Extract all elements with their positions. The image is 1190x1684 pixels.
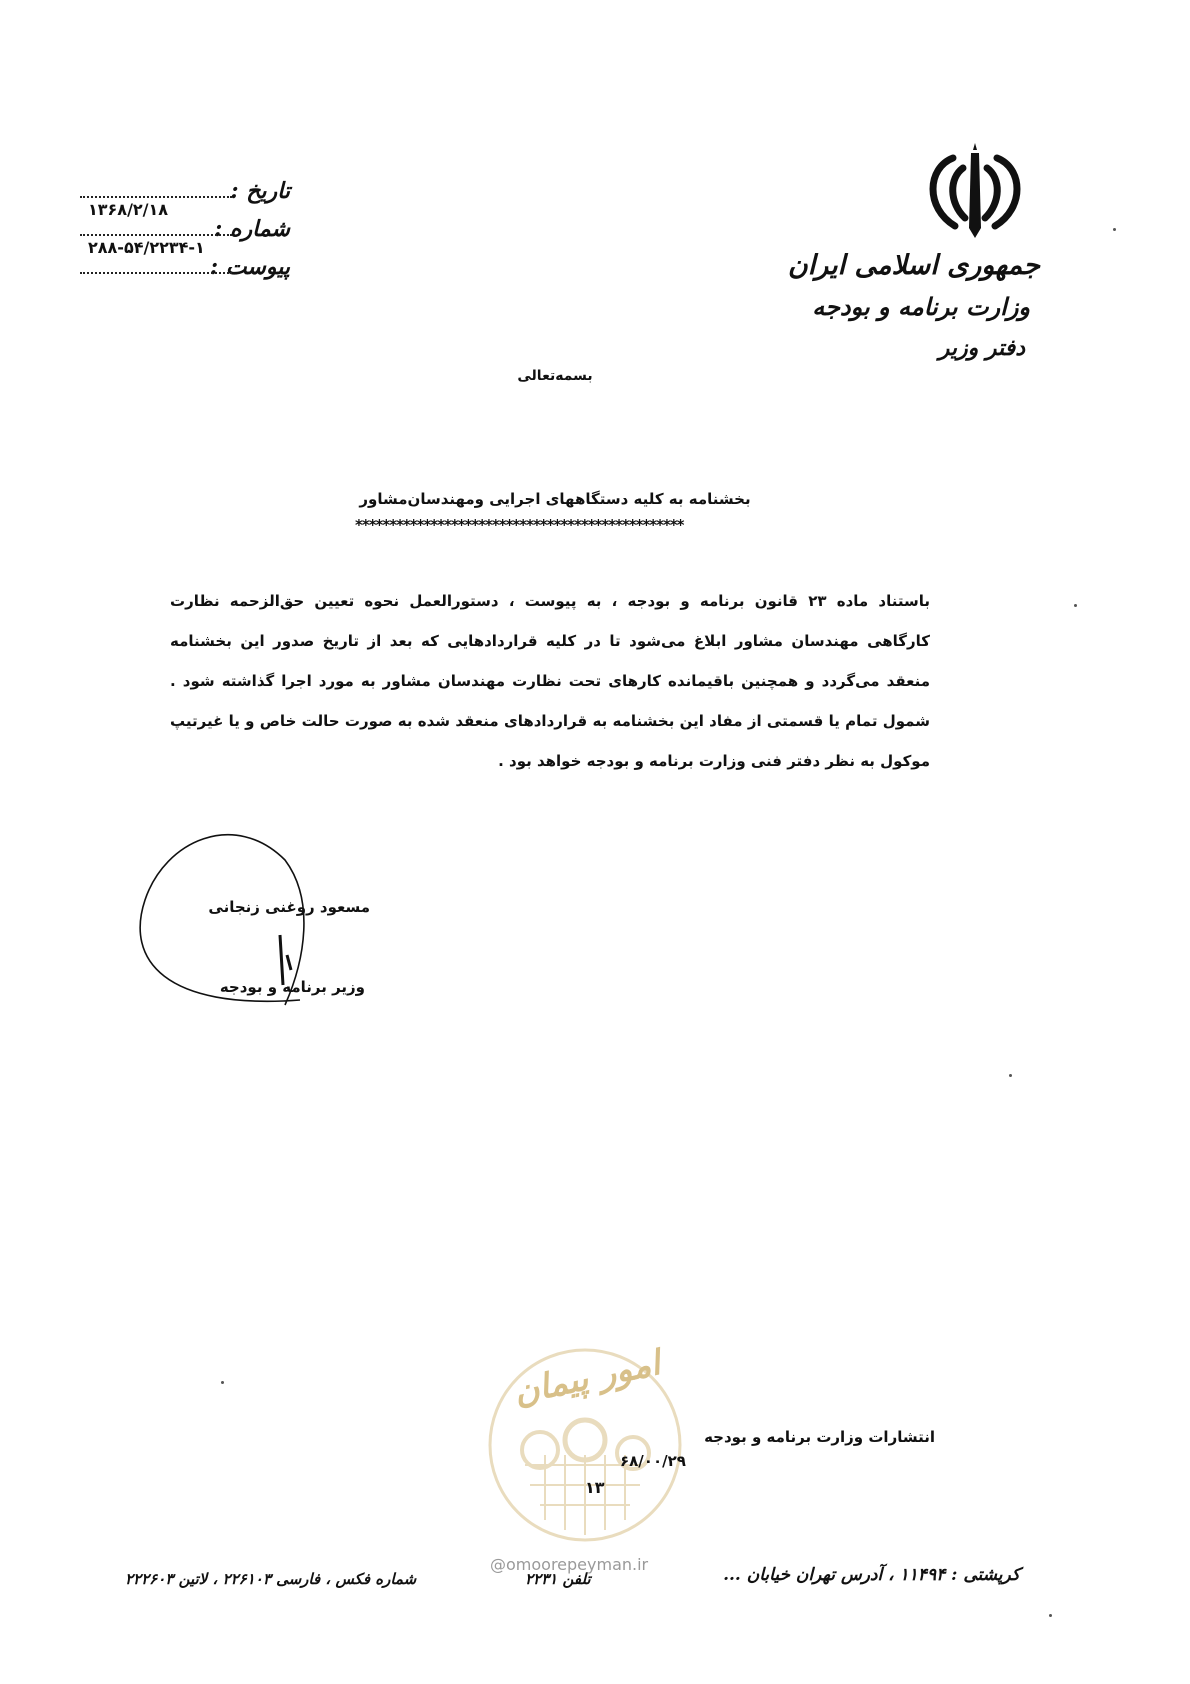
scan-speck (221, 1381, 224, 1384)
invocation-heading: بسمه‌تعالی (517, 368, 593, 384)
footer-fax: شماره فکس ، فارسی ۲۲۶۱۰۳ ، لاتین ۲۲۲۶۰۳ (125, 1570, 417, 1588)
signer-title: وزیر برنامه و بودجه (219, 978, 365, 996)
date-field (80, 178, 290, 219)
date-label: تاریخ : (230, 178, 290, 204)
org-name-line2: وزارت برنامه و بودجه (812, 292, 1030, 321)
dotted-line (80, 196, 232, 198)
org-name-line1: جمهوری اسلامی ایران (787, 250, 1040, 281)
stamp-text: امور پیمان (510, 1343, 664, 1413)
scan-speck (1074, 604, 1077, 607)
scan-speck (1113, 228, 1116, 231)
attachment-field (80, 254, 290, 280)
letter-body (170, 588, 930, 788)
publisher-code: ۶۸/۰۰/۲۹ (620, 1452, 686, 1470)
scan-speck (1009, 1074, 1012, 1077)
subject-heading: بخشنامه به کلیه دستگاههای اجرایی ومهندسان‌مشاور (359, 490, 751, 508)
dotted-line (80, 272, 232, 274)
attachment-label: پیوست : (210, 254, 290, 280)
watermark-text: @omoorepeyman.ir (490, 1555, 649, 1574)
body-line: باستناد ماده ۲۳ قانون برنامه و بودجه ، به پیوست ، دستورالعمل نحوه تعیین حق‌الزحمه نظارت (170, 592, 930, 610)
subject-separator: ************************************************ (355, 516, 684, 534)
footer-phone: تلفن ۲۲۳۱ (525, 1570, 591, 1588)
body-line: شمول تمام یا قسمتی از مفاد این بخشنامه به قراردادهای منعقد شده به صورت حالت خاص و یا غیرتیپ (170, 712, 930, 730)
number-value: ۲۸۸-۵۴/۲۲۳۴-۱ (88, 238, 205, 257)
body-line: موکول به نظر دفتر فنی وزارت برنامه و بودجه خواهد بود . (498, 752, 930, 770)
body-line: کارگاهی مهندسان مشاور ابلاغ می‌شود تا در کلیه قراردادهایی که بعد از تاریخ صدور این بخشنامه (170, 632, 930, 650)
body-line: منعقد می‌گردد و همچنین باقیمانده کارهای تحت نظارت مهندسان مشاور به مورد اجرا گذاشته شود . (170, 672, 930, 690)
signer-name: مسعود روغنی زنجانی (208, 898, 370, 916)
footer-address: کرپشتی : ۱۱۴۹۴ ، آدرس تهران خیابان ... (723, 1565, 1020, 1585)
org-name-line3: دفتر وزیر (938, 335, 1025, 361)
publisher-line: انتشارات وزارت برنامه و بودجه (704, 1428, 935, 1446)
number-field (80, 216, 290, 257)
date-value: ۱۳۶۸/۲/۱۸ (88, 200, 169, 219)
number-label: شماره : (214, 216, 290, 242)
page-number: ۱۳ (585, 1478, 605, 1497)
iran-emblem-icon (915, 138, 1035, 248)
scan-speck (1049, 1614, 1052, 1617)
dotted-line (80, 234, 232, 236)
